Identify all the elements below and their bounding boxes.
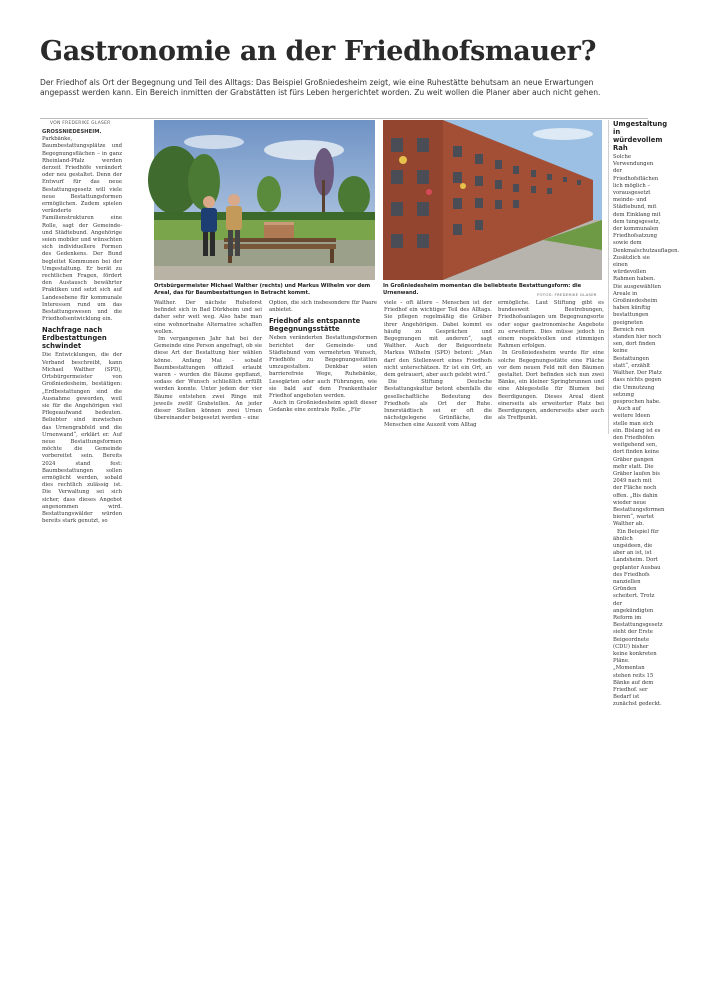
- photo-credit: FOTOS: FREDERIKE GLASER: [537, 292, 597, 297]
- photo-ortsbuergermeister: [154, 120, 375, 280]
- article-lead: Der Friedhof als Ort der Begegnung und Teil des Alltags: Das Beispiel Großniedesheim zeigt, wie eine Ruhestätte behutsam an neue Erwartungen angepasst werden kann. Ein Bereich inmitten der Grabstätten ist fürs Leben hergerichtet worden. Zu weit wollen die Planer aber auch nicht gehen.: [40, 78, 601, 98]
- text-column-5: [498, 300, 604, 434]
- column-5-paragraph-1: ermögliche. Laut Stiftung gibt es bundesweit Bestrebungen, Friedhofsanlagen um Begegnungsorte oder sogar gastronomische Angebote zu erweitern. Dies müsse jedoch in einem respektvollen und stimmigen Rahmen erfolgen.: [498, 300, 604, 350]
- photo-1-illustration: [154, 120, 375, 280]
- subhead-begegnungsstaette: Friedhof als entspannte Begegnungsstätte: [269, 317, 361, 334]
- column-4-paragraph-1: viele – oft ältere – Menschen ist der Friedhof ein wichtiger Teil des Alltags. Sie pflegen regelmäßig die Gräber ihrer Angehörigen. Dabei kommt es häufig zu Gesprächen und Begegnungen mit anderen“, sagt Walther. Auch der Beigeordnete Markus Wilhelm (SPD) betont: „Man darf den Stellenwert eines Friedhofs nicht unterschätzen. Er ist ein Ort, an dem getrauert, aber auch gelebt wird.“: [384, 300, 492, 379]
- column-1-paragraph-2: Die Entwicklungen, die der Verband beschreibt, kann Michael Walther (SPD), Ortsbürgermeister von Großniedesheim, bestätigen: „Erdbestattungen sind die Ausnahme geworden, weil sie für die Angehörigen viel Pflegeaufwand bedeuten. Beliebter sind inzwischen das Urnengrabfeld und die Urnenwand“, erklärt er. Auf neue Bestattungsformen möchte die Gemeinde vorbereitet sein. Bereits 2024 stand fest: Baumbestattungen sollen ermöglicht werden, sobald dies rechtlich zulässig ist. Die Verwaltung sei sich sicher, dass dieses Angebot angenommen wird. Bestattungswälder würden bereits stark genutzt, so: [42, 352, 122, 525]
- article-headline: Gastronomie an der Friedhofsmauer?: [40, 36, 597, 67]
- byline-divider: [40, 118, 648, 119]
- newspaper-article: [40, 36, 680, 708]
- photo-1-caption: Ortsbürgermeister Michael Walther (rechts) und Markus Wilhelm vor dem Areal, das für Baumbestattungen in Betracht kommt.: [154, 283, 371, 296]
- column-6-paragraph-2: Auch auf weitere Ideen stelle man sich ein. Bislang ist es den Friedhöfen weitgehend sen, dort finden keine Gräber gangen mehr statt. Die Gräber laufen bis 2049 nach mit der Fläche noch offen. „Bis dahin wieder neue Bestattungsformen bieren“, wartet Walther ab.: [613, 406, 665, 528]
- subhead-erdbestattungen: Nachfrage nach Erdbestattungen schwindet: [42, 326, 107, 351]
- article-byline: VON FREDERIKE GLASER: [50, 121, 111, 126]
- text-column-4: [384, 300, 492, 434]
- column-1-paragraph-1-text: Parkbänke, Baumbestattungsplätze und Begegnungsflächen – in ganz Rheinland-Pfalz werden derzeit Friedhöfe verändert oder neu gestaltet. Denn der Entwurf für das neue Bestattungsgesetz will viele neue Bestattungsformen ermöglichen. Zudem spielen veränderte Familienstrukturen eine Rolle, sagt der Gemeinde- und Städtebund. Angehörige seien mobiler und wünschten sich individuellere Formen des Gedenkens. Der Bund begleitet Kommunen bei der Umgestaltung. Er berät zu rechtlichen Fragen, fördert den Austausch bewährter Praktiken und setzt sich auf Landesebene für kommunale Interessen rund um das Bestattungswesen und die Friedhofsentwicklung ein.: [42, 136, 122, 323]
- column-3-paragraph-1: Option, die sich insbesondere für Paare anbietet.: [269, 300, 377, 314]
- photo-2-caption: In Großniedesheim momentan die beliebteste Bestattungsform: die Urnenwand.: [383, 283, 582, 296]
- text-column-2: [154, 300, 262, 434]
- column-1-paragraph-1: [42, 129, 122, 323]
- column-3-paragraph-3: Auch in Großniedesheim spielt dieser Gedanke eine zentrale Rolle. „Für: [269, 400, 377, 414]
- photo-urnenwand: [383, 120, 602, 280]
- column-3-paragraph-2: Neben veränderten Bestattungsformen berichtet der Gemeinde- und Städtebund vom vermehrten Wunsch, Friedhöfe zu Begegnungsstätten umzugestalten. Denkbar seien barrierefreie Wege, Ruhebänke, Lesegärten oder auch Führungen, wie sie bald auf dem Frankenthaler Friedhof angeboten werden.: [269, 335, 377, 400]
- column-4-paragraph-2: Die Stiftung Deutsche Bestattungskultur betont ebenfalls die gesellschaftliche Bedeutung des Friedhofs als Ort der Ruhe. Innerstädtisch sei er oft die nächstgelegene Grünfläche, die Menschen eine Auszeit vom Alltag: [384, 379, 492, 429]
- dateline: GROSSNIEDESHEIM.: [42, 129, 102, 135]
- column-2-paragraph-1: Walther. Der nächste Ruheforst befindet sich in Bad Dürkheim und sei daher sehr weit weg. Also habe man eine wohnortnahe Alternative schaffen wollen.: [154, 300, 262, 335]
- text-column-6: [613, 120, 680, 708]
- column-divider: [608, 120, 609, 434]
- column-6-paragraph-3: Ein Beispiel für ähnlich ungsideen, die aber an ist, ist Landsheim. Dort geplanter Ausbau des Friedhofs nanziellen Gründen scheitert. Trotz der angekündigten Reform im Bestattungsgesetz sieht der Erste Beigeordnete (CDU) bisher keine konkreten Pläne. „Momentan stehen reits 15 Bänke auf dem Friedhof. ser Bedarf ist zunächst gedeckt.: [613, 528, 663, 708]
- photo-2-illustration: [383, 120, 602, 280]
- subhead-umgestaltung: Umgestaltung in würdevollem Rah: [613, 120, 668, 152]
- column-2-paragraph-2: Im vergangenen Jahr hat bei der Gemeinde eine Person angefragt, ob sie diese Art der Bestattung hier wählen könne. Anfang Mai – sobald Baumbestattungen offiziell erlaubt waren – wurden die Bäume gepflanzt, sodass der Wunsch schließlich erfüllt werden konnte. Unter jedem der vier Bäume entstehen zwei Ringe mit jeweils zwölf Grabstellen. An jeder dieser Stellen können zwei Urnen übereinander beigesetzt werden – eine: [154, 336, 262, 422]
- text-column-3: [269, 300, 377, 434]
- column-6-paragraph-1: Solche Verwendungen der Friedhofsflächen lich möglich – vorausgesetzt meinde- und Städtebund, mit dem Einklang mit dem tungsgesetz, der kommunalen Friedhofsatzung sowie dem Denkmalschutzauflagen. Zusätzlich sie einen würdevollen Rahmen haben. Die ausgewählten Areale in Großniedesheim haben künftig bestattungen geeigneten Bereich ren standen hier noch sen, dort finden keine Bestattungen statt“, erzählt Walther. Der Platz dass nichts gegen die Umnutzung setzung gesprochen habe.: [613, 154, 680, 405]
- text-column-1: [42, 129, 122, 525]
- column-5-paragraph-2: In Großniedesheim wurde für eine solche Begegnungsstätte eine Fläche vor dem neuen Feld mit den Bäumen gestaltet. Dort befinden sich nun zwei Bänke, ein kleiner Springbrunnen und eine Ablegestelle für Blumen bei Beerdigungen. Dieses Areal dient einerseits als erweiterter Platz bei Beerdigungen, andererseits aber auch als Treffpunkt.: [498, 350, 604, 422]
